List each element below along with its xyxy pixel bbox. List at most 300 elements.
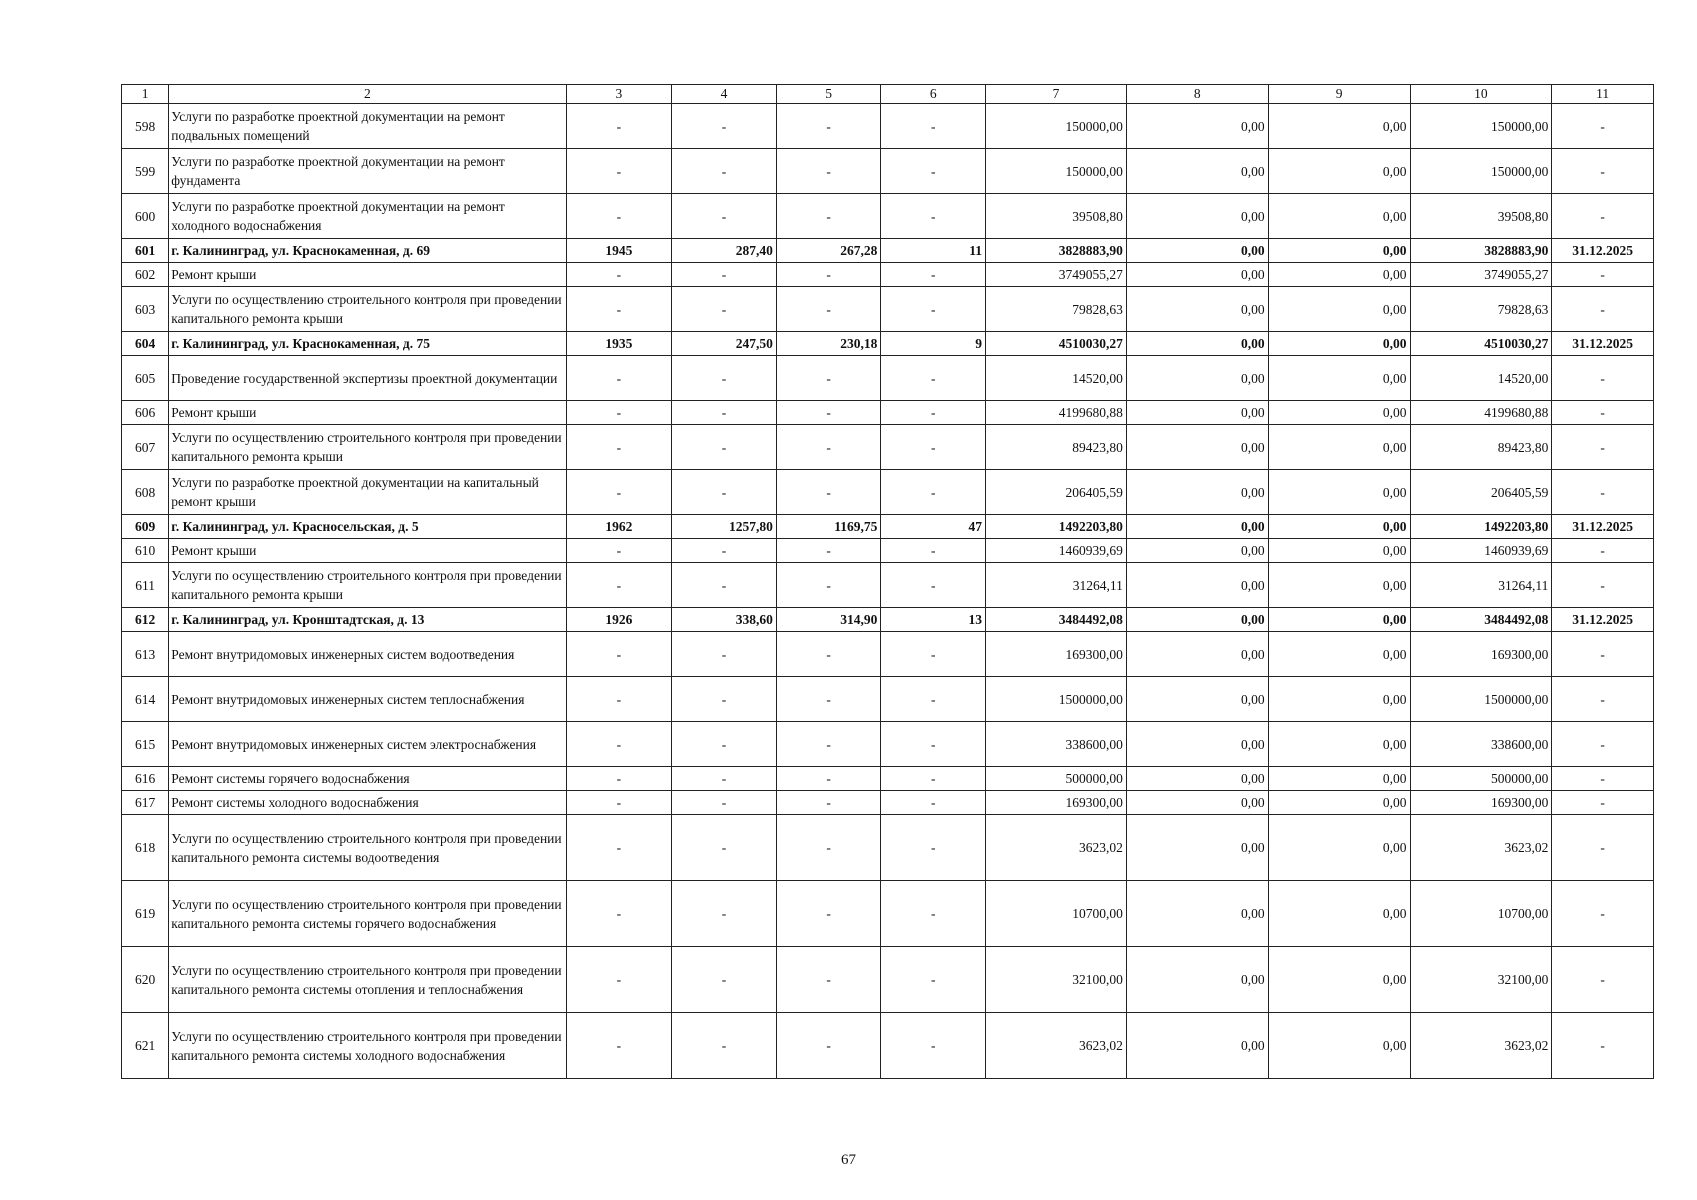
cell-row-number: 610 (122, 539, 169, 563)
cell-area-living: - (776, 539, 881, 563)
cell-residents: - (881, 149, 986, 194)
cell-fund-owners: 31264,11 (1410, 563, 1552, 608)
cell-area-living: - (776, 356, 881, 401)
table-row (122, 815, 1654, 881)
cell-area-living: 314,90 (776, 608, 881, 632)
cell-fund-owners: 4510030,27 (1410, 332, 1552, 356)
cell-year-built: - (566, 947, 672, 1013)
cell-fund-regional: 0,00 (1268, 356, 1410, 401)
cell-row-number: 598 (122, 104, 169, 149)
cell-item-name: Услуги по осуществлению строительного контроля при проведении капитального ремонта крыши (169, 563, 566, 608)
cell-fund-owners: 4199680,88 (1410, 401, 1552, 425)
table-row (122, 356, 1654, 401)
cell-cost-total: 89423,80 (986, 425, 1127, 470)
cell-year-built: 1945 (566, 239, 672, 263)
cell-residents: - (881, 791, 986, 815)
cell-area-total: - (672, 791, 777, 815)
cell-deadline: - (1552, 356, 1654, 401)
cell-cost-total: 3623,02 (986, 1013, 1127, 1079)
cell-item-name: Проведение государственной экспертизы проектной документации (169, 356, 566, 401)
column-number-1: 1 (122, 85, 169, 104)
cell-item-name: Ремонт внутридомовых инженерных систем теплоснабжения (169, 677, 566, 722)
cell-area-living: 1169,75 (776, 515, 881, 539)
cell-year-built: - (566, 881, 672, 947)
cell-deadline: 31.12.2025 (1552, 608, 1654, 632)
cell-area-living: - (776, 881, 881, 947)
cell-fund-owners: 338600,00 (1410, 722, 1552, 767)
column-number-4: 4 (672, 85, 777, 104)
cell-deadline: - (1552, 722, 1654, 767)
cell-year-built: - (566, 563, 672, 608)
cell-residents: - (881, 677, 986, 722)
cell-row-number: 606 (122, 401, 169, 425)
cell-fund-federal: 0,00 (1126, 470, 1268, 515)
cell-item-name: Ремонт системы горячего водоснабжения (169, 767, 566, 791)
cell-fund-owners: 169300,00 (1410, 632, 1552, 677)
cell-fund-owners: 3484492,08 (1410, 608, 1552, 632)
cell-area-living: - (776, 947, 881, 1013)
cell-cost-total: 4510030,27 (986, 332, 1127, 356)
cell-row-number: 611 (122, 563, 169, 608)
cell-fund-federal: 0,00 (1126, 104, 1268, 149)
cell-area-living: - (776, 632, 881, 677)
cell-area-total: - (672, 194, 777, 239)
cell-cost-total: 32100,00 (986, 947, 1127, 1013)
cell-fund-federal: 0,00 (1126, 539, 1268, 563)
cell-fund-owners: 150000,00 (1410, 149, 1552, 194)
table-row (122, 563, 1654, 608)
cell-cost-total: 1492203,80 (986, 515, 1127, 539)
cell-row-number: 599 (122, 149, 169, 194)
cell-residents: - (881, 722, 986, 767)
cell-area-living: - (776, 722, 881, 767)
cell-deadline: - (1552, 767, 1654, 791)
cell-row-number: 616 (122, 767, 169, 791)
cell-area-total: - (672, 401, 777, 425)
cell-fund-federal: 0,00 (1126, 767, 1268, 791)
cell-year-built: - (566, 287, 672, 332)
cell-fund-owners: 3749055,27 (1410, 263, 1552, 287)
cell-area-living: - (776, 425, 881, 470)
cell-fund-regional: 0,00 (1268, 149, 1410, 194)
cell-residents: - (881, 767, 986, 791)
cell-fund-federal: 0,00 (1126, 194, 1268, 239)
cell-residents: 9 (881, 332, 986, 356)
column-number-8: 8 (1126, 85, 1268, 104)
cell-fund-owners: 150000,00 (1410, 104, 1552, 149)
cell-fund-owners: 3623,02 (1410, 815, 1552, 881)
cell-row-number: 615 (122, 722, 169, 767)
cell-area-total: - (672, 287, 777, 332)
cell-item-name: г. Калининград, ул. Кронштадтская, д. 13 (169, 608, 566, 632)
cell-area-living: - (776, 104, 881, 149)
cell-cost-total: 338600,00 (986, 722, 1127, 767)
cell-residents: 13 (881, 608, 986, 632)
cell-item-name: Услуги по осуществлению строительного контроля при проведении капитального ремонта системы водоотведения (169, 815, 566, 881)
cell-residents: - (881, 401, 986, 425)
cell-item-name: г. Калининград, ул. Краснокаменная, д. 75 (169, 332, 566, 356)
cell-area-total: - (672, 563, 777, 608)
cell-residents: - (881, 263, 986, 287)
cell-cost-total: 150000,00 (986, 149, 1127, 194)
cell-row-number: 613 (122, 632, 169, 677)
cell-area-living: - (776, 263, 881, 287)
cell-fund-owners: 1500000,00 (1410, 677, 1552, 722)
cell-fund-federal: 0,00 (1126, 149, 1268, 194)
cell-area-total: - (672, 263, 777, 287)
cell-fund-owners: 1460939,69 (1410, 539, 1552, 563)
cell-residents: - (881, 425, 986, 470)
cell-row-number: 604 (122, 332, 169, 356)
cell-area-total: 338,60 (672, 608, 777, 632)
cell-deadline: 31.12.2025 (1552, 515, 1654, 539)
cell-item-name: Услуги по разработке проектной документации на капитальный ремонт крыши (169, 470, 566, 515)
cell-row-number: 600 (122, 194, 169, 239)
cell-fund-regional: 0,00 (1268, 881, 1410, 947)
cell-item-name: Ремонт системы холодного водоснабжения (169, 791, 566, 815)
cell-deadline: - (1552, 881, 1654, 947)
cell-fund-federal: 0,00 (1126, 332, 1268, 356)
table-row (122, 149, 1654, 194)
cell-residents: - (881, 104, 986, 149)
table-row (122, 401, 1654, 425)
table-row (122, 632, 1654, 677)
cell-deadline: - (1552, 401, 1654, 425)
cell-fund-federal: 0,00 (1126, 1013, 1268, 1079)
cell-fund-federal: 0,00 (1126, 239, 1268, 263)
cell-area-total: - (672, 632, 777, 677)
cell-residents: - (881, 815, 986, 881)
cell-area-living: - (776, 401, 881, 425)
cell-row-number: 601 (122, 239, 169, 263)
cell-area-total: - (672, 470, 777, 515)
cell-cost-total: 4199680,88 (986, 401, 1127, 425)
cell-cost-total: 39508,80 (986, 194, 1127, 239)
cell-year-built: 1935 (566, 332, 672, 356)
cell-area-total: - (672, 356, 777, 401)
cell-cost-total: 3623,02 (986, 815, 1127, 881)
cell-fund-regional: 0,00 (1268, 632, 1410, 677)
cell-year-built: - (566, 539, 672, 563)
cell-fund-owners: 39508,80 (1410, 194, 1552, 239)
cell-row-number: 608 (122, 470, 169, 515)
cell-deadline: - (1552, 425, 1654, 470)
cell-year-built: 1926 (566, 608, 672, 632)
cell-year-built: - (566, 425, 672, 470)
cell-row-number: 612 (122, 608, 169, 632)
table-row (122, 947, 1654, 1013)
cell-fund-owners: 1492203,80 (1410, 515, 1552, 539)
table-row (122, 791, 1654, 815)
cell-area-living: - (776, 194, 881, 239)
registry-table (121, 84, 1654, 1079)
cell-area-living: - (776, 149, 881, 194)
cell-deadline: - (1552, 677, 1654, 722)
cell-cost-total: 31264,11 (986, 563, 1127, 608)
cell-residents: - (881, 563, 986, 608)
cell-area-living: - (776, 470, 881, 515)
cell-fund-federal: 0,00 (1126, 722, 1268, 767)
cell-fund-federal: 0,00 (1126, 263, 1268, 287)
cell-fund-federal: 0,00 (1126, 791, 1268, 815)
cell-residents: - (881, 287, 986, 332)
cell-area-living: - (776, 677, 881, 722)
cell-item-name: г. Калининград, ул. Красносельская, д. 5 (169, 515, 566, 539)
cell-year-built: - (566, 791, 672, 815)
cell-fund-regional: 0,00 (1268, 425, 1410, 470)
cell-area-living: - (776, 767, 881, 791)
cell-fund-federal: 0,00 (1126, 563, 1268, 608)
column-number-6: 6 (881, 85, 986, 104)
cell-fund-owners: 32100,00 (1410, 947, 1552, 1013)
cell-fund-owners: 10700,00 (1410, 881, 1552, 947)
cell-residents: - (881, 632, 986, 677)
cell-cost-total: 150000,00 (986, 104, 1127, 149)
cell-cost-total: 3749055,27 (986, 263, 1127, 287)
cell-item-name: Услуги по осуществлению строительного контроля при проведении капитального ремонта системы холодного водоснабжения (169, 1013, 566, 1079)
cell-fund-regional: 0,00 (1268, 563, 1410, 608)
cell-item-name: Услуги по разработке проектной документации на ремонт холодного водоснабжения (169, 194, 566, 239)
cell-fund-owners: 169300,00 (1410, 791, 1552, 815)
table-row (122, 767, 1654, 791)
cell-residents: 47 (881, 515, 986, 539)
cell-fund-regional: 0,00 (1268, 947, 1410, 1013)
column-number-5: 5 (776, 85, 881, 104)
cell-fund-regional: 0,00 (1268, 791, 1410, 815)
cell-year-built: 1962 (566, 515, 672, 539)
column-number-7: 7 (986, 85, 1127, 104)
cell-area-total: - (672, 722, 777, 767)
cell-year-built: - (566, 149, 672, 194)
cell-area-total: - (672, 881, 777, 947)
table-row (122, 239, 1654, 263)
cell-cost-total: 3828883,90 (986, 239, 1127, 263)
cell-year-built: - (566, 1013, 672, 1079)
cell-fund-federal: 0,00 (1126, 425, 1268, 470)
cell-item-name: Ремонт крыши (169, 539, 566, 563)
cell-cost-total: 10700,00 (986, 881, 1127, 947)
cell-residents: - (881, 470, 986, 515)
cell-area-total: 247,50 (672, 332, 777, 356)
cell-row-number: 617 (122, 791, 169, 815)
cell-fund-owners: 500000,00 (1410, 767, 1552, 791)
cell-residents: 11 (881, 239, 986, 263)
cell-row-number: 603 (122, 287, 169, 332)
cell-cost-total: 14520,00 (986, 356, 1127, 401)
cell-deadline: - (1552, 263, 1654, 287)
cell-deadline: - (1552, 194, 1654, 239)
cell-cost-total: 1500000,00 (986, 677, 1127, 722)
cell-residents: - (881, 194, 986, 239)
cell-area-total: - (672, 104, 777, 149)
cell-fund-owners: 14520,00 (1410, 356, 1552, 401)
cell-fund-federal: 0,00 (1126, 515, 1268, 539)
cell-cost-total: 169300,00 (986, 791, 1127, 815)
cell-row-number: 618 (122, 815, 169, 881)
cell-fund-owners: 206405,59 (1410, 470, 1552, 515)
cell-residents: - (881, 356, 986, 401)
cell-area-living: - (776, 815, 881, 881)
table-row (122, 515, 1654, 539)
cell-residents: - (881, 947, 986, 1013)
cell-fund-regional: 0,00 (1268, 815, 1410, 881)
cell-year-built: - (566, 470, 672, 515)
cell-fund-regional: 0,00 (1268, 287, 1410, 332)
column-number-11: 11 (1552, 85, 1654, 104)
cell-item-name: Услуги по осуществлению строительного контроля при проведении капитального ремонта крыши (169, 287, 566, 332)
cell-fund-regional: 0,00 (1268, 401, 1410, 425)
cell-fund-owners: 3623,02 (1410, 1013, 1552, 1079)
table-row (122, 194, 1654, 239)
table-row (122, 263, 1654, 287)
cell-fund-regional: 0,00 (1268, 239, 1410, 263)
cell-row-number: 602 (122, 263, 169, 287)
cell-fund-regional: 0,00 (1268, 539, 1410, 563)
table-row (122, 104, 1654, 149)
cell-area-living: - (776, 287, 881, 332)
cell-row-number: 605 (122, 356, 169, 401)
table-row (122, 608, 1654, 632)
cell-fund-federal: 0,00 (1126, 947, 1268, 1013)
cell-area-total: - (672, 425, 777, 470)
table-row (122, 287, 1654, 332)
cell-year-built: - (566, 104, 672, 149)
cell-residents: - (881, 539, 986, 563)
cell-cost-total: 206405,59 (986, 470, 1127, 515)
page-number: 67 (841, 1152, 856, 1168)
cell-fund-federal: 0,00 (1126, 815, 1268, 881)
cell-item-name: Ремонт внутридомовых инженерных систем электроснабжения (169, 722, 566, 767)
cell-deadline: - (1552, 470, 1654, 515)
cell-area-living: - (776, 563, 881, 608)
cell-fund-regional: 0,00 (1268, 722, 1410, 767)
cell-fund-regional: 0,00 (1268, 104, 1410, 149)
cell-item-name: Услуги по разработке проектной документации на ремонт фундамента (169, 149, 566, 194)
cell-deadline: - (1552, 563, 1654, 608)
cell-deadline: - (1552, 815, 1654, 881)
cell-year-built: - (566, 767, 672, 791)
column-number-row (122, 85, 1654, 104)
cell-row-number: 607 (122, 425, 169, 470)
cell-area-total: 287,40 (672, 239, 777, 263)
cell-area-total: - (672, 815, 777, 881)
cell-item-name: Услуги по осуществлению строительного контроля при проведении капитального ремонта системы горячего водоснабжения (169, 881, 566, 947)
cell-cost-total: 169300,00 (986, 632, 1127, 677)
cell-deadline: - (1552, 539, 1654, 563)
cell-fund-regional: 0,00 (1268, 332, 1410, 356)
cell-area-total: 1257,80 (672, 515, 777, 539)
cell-cost-total: 79828,63 (986, 287, 1127, 332)
cell-cost-total: 500000,00 (986, 767, 1127, 791)
cell-year-built: - (566, 815, 672, 881)
cell-area-living: - (776, 1013, 881, 1079)
cell-item-name: Ремонт внутридомовых инженерных систем водоотведения (169, 632, 566, 677)
cell-fund-federal: 0,00 (1126, 677, 1268, 722)
cell-row-number: 614 (122, 677, 169, 722)
cell-item-name: Ремонт крыши (169, 401, 566, 425)
cell-area-total: - (672, 1013, 777, 1079)
cell-deadline: - (1552, 149, 1654, 194)
cell-fund-owners: 79828,63 (1410, 287, 1552, 332)
table-row (122, 539, 1654, 563)
cell-fund-regional: 0,00 (1268, 263, 1410, 287)
table-row (122, 881, 1654, 947)
cell-fund-federal: 0,00 (1126, 401, 1268, 425)
cell-fund-federal: 0,00 (1126, 632, 1268, 677)
cell-deadline: - (1552, 632, 1654, 677)
column-number-10: 10 (1410, 85, 1552, 104)
cell-year-built: - (566, 677, 672, 722)
cell-fund-federal: 0,00 (1126, 608, 1268, 632)
cell-year-built: - (566, 722, 672, 767)
cell-row-number: 620 (122, 947, 169, 1013)
cell-fund-federal: 0,00 (1126, 287, 1268, 332)
cell-item-name: Ремонт крыши (169, 263, 566, 287)
column-number-2: 2 (169, 85, 566, 104)
table-row (122, 722, 1654, 767)
cell-area-living: 230,18 (776, 332, 881, 356)
cell-row-number: 609 (122, 515, 169, 539)
table-row (122, 677, 1654, 722)
cell-area-total: - (672, 947, 777, 1013)
cell-fund-owners: 3828883,90 (1410, 239, 1552, 263)
cell-item-name: г. Калининград, ул. Краснокаменная, д. 69 (169, 239, 566, 263)
cell-fund-federal: 0,00 (1126, 881, 1268, 947)
cell-year-built: - (566, 194, 672, 239)
cell-fund-regional: 0,00 (1268, 470, 1410, 515)
cell-area-living: 267,28 (776, 239, 881, 263)
cell-year-built: - (566, 263, 672, 287)
cell-area-total: - (672, 149, 777, 194)
cell-cost-total: 3484492,08 (986, 608, 1127, 632)
cell-residents: - (881, 881, 986, 947)
cell-year-built: - (566, 356, 672, 401)
cell-fund-owners: 89423,80 (1410, 425, 1552, 470)
cell-area-living: - (776, 791, 881, 815)
column-number-3: 3 (566, 85, 672, 104)
cell-item-name: Услуги по осуществлению строительного контроля при проведении капитального ремонта крыши (169, 425, 566, 470)
cell-deadline: - (1552, 287, 1654, 332)
cell-area-total: - (672, 767, 777, 791)
column-number-9: 9 (1268, 85, 1410, 104)
cell-fund-federal: 0,00 (1126, 356, 1268, 401)
cell-area-total: - (672, 539, 777, 563)
table-row (122, 425, 1654, 470)
cell-fund-regional: 0,00 (1268, 515, 1410, 539)
table-row (122, 1013, 1654, 1079)
cell-fund-regional: 0,00 (1268, 608, 1410, 632)
cell-deadline: - (1552, 791, 1654, 815)
cell-fund-regional: 0,00 (1268, 767, 1410, 791)
cell-fund-regional: 0,00 (1268, 677, 1410, 722)
cell-deadline: - (1552, 1013, 1654, 1079)
cell-deadline: 31.12.2025 (1552, 332, 1654, 356)
cell-deadline: 31.12.2025 (1552, 239, 1654, 263)
cell-item-name: Услуги по осуществлению строительного контроля при проведении капитального ремонта системы отопления и теплоснабжения (169, 947, 566, 1013)
cell-fund-regional: 0,00 (1268, 1013, 1410, 1079)
cell-row-number: 619 (122, 881, 169, 947)
cell-area-total: - (672, 677, 777, 722)
cell-deadline: - (1552, 947, 1654, 1013)
table-row (122, 332, 1654, 356)
cell-year-built: - (566, 632, 672, 677)
cell-item-name: Услуги по разработке проектной документации на ремонт подвальных помещений (169, 104, 566, 149)
table-row (122, 470, 1654, 515)
cell-deadline: - (1552, 104, 1654, 149)
cell-fund-regional: 0,00 (1268, 194, 1410, 239)
cell-year-built: - (566, 401, 672, 425)
cell-cost-total: 1460939,69 (986, 539, 1127, 563)
